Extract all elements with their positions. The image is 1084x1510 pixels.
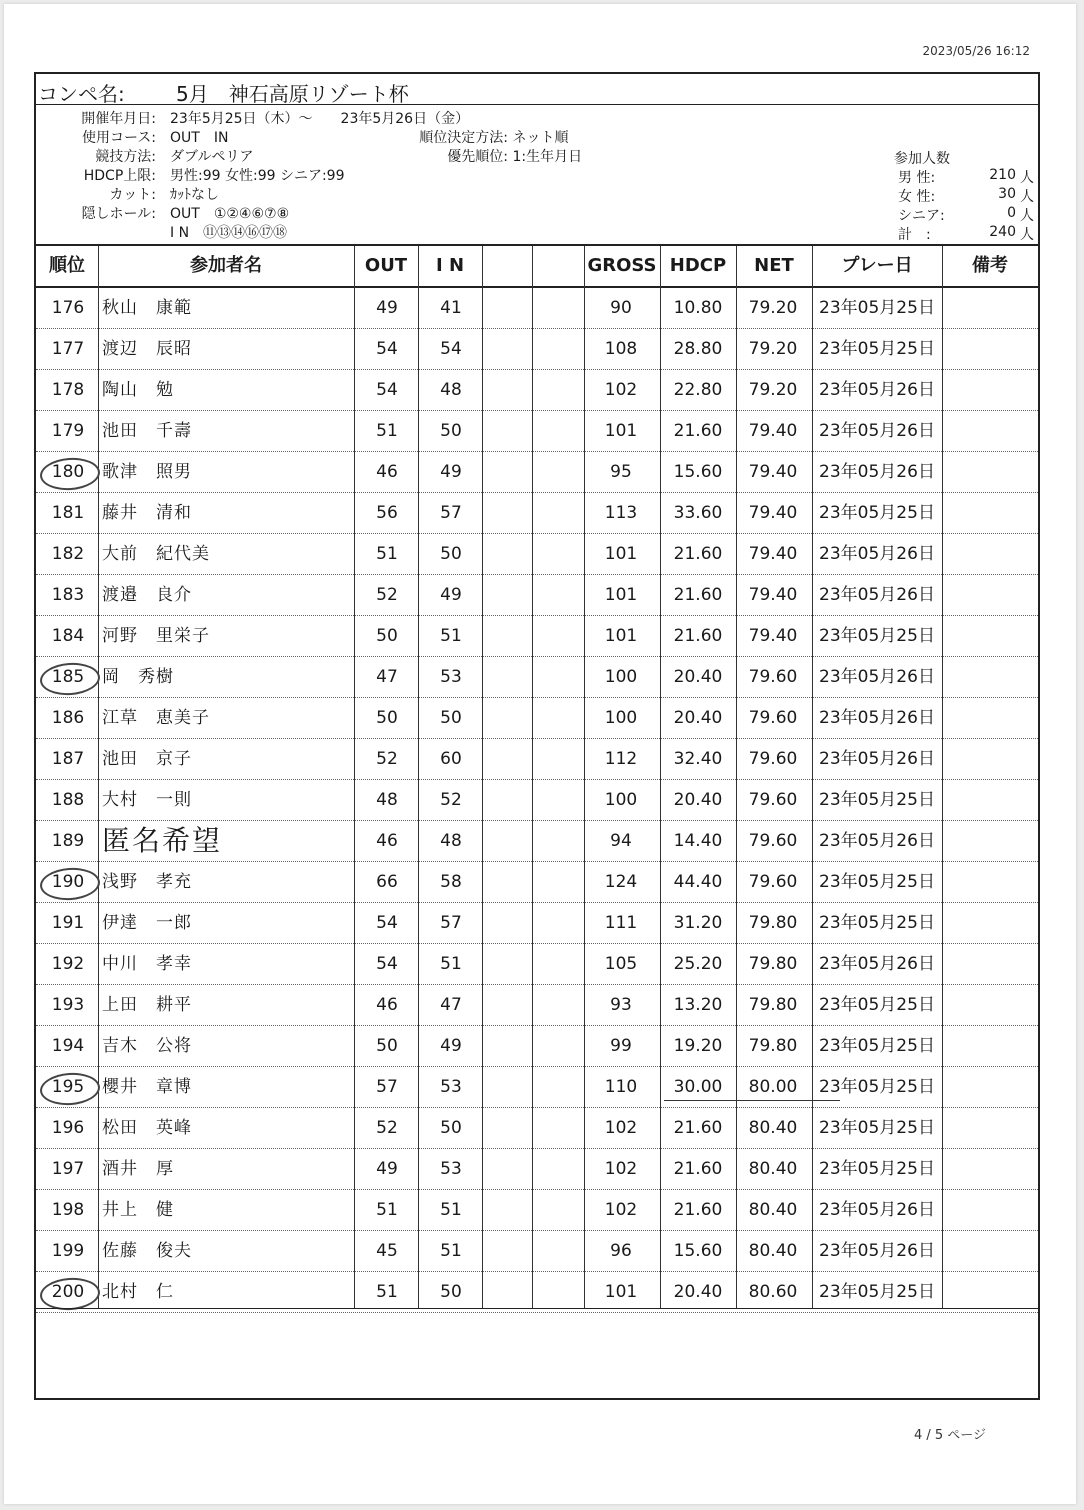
note-cell: [942, 1026, 1038, 1066]
note-cell: [942, 1190, 1038, 1230]
net-cell: 79.60: [748, 872, 798, 892]
gross-cell: 94: [610, 831, 632, 851]
rank-cell: 186: [51, 708, 85, 728]
in-score-cell: 50: [440, 421, 462, 441]
gross-cell: 99: [610, 1036, 632, 1056]
pen-underline-mark: [664, 1100, 840, 1101]
play-date-cell: 23年05月26日: [819, 380, 935, 400]
priority-label: 優先順位:: [447, 149, 508, 165]
net-cell: 79.80: [748, 913, 798, 933]
participant-name-cell: 北村 仁: [102, 1282, 174, 1302]
gross-cell: 90: [610, 298, 632, 318]
gross-cell: 101: [604, 544, 638, 564]
hdcp-cell: 10.80: [673, 298, 723, 318]
gross-cell: 102: [604, 380, 638, 400]
col-hdcp: HDCP: [669, 255, 727, 276]
rank-cell: 179: [51, 421, 85, 441]
table-row: [36, 1149, 1038, 1190]
out-score-cell: 48: [376, 790, 398, 810]
print-timestamp: 2023/05/26 16:12: [922, 44, 1030, 58]
out-score-cell: 54: [376, 380, 398, 400]
rank-cell: 189: [51, 831, 85, 851]
out-score-cell: 47: [376, 667, 398, 687]
hdcp-cell: 20.40: [673, 790, 723, 810]
hdcp-cell: 15.60: [673, 1241, 723, 1261]
note-cell: [942, 452, 1038, 492]
out-score-cell: 46: [376, 831, 398, 851]
table-bottom-line: [36, 1308, 1038, 1309]
rank-cell: 193: [51, 995, 85, 1015]
rank-cell: 181: [51, 503, 85, 523]
total-count: 240: [989, 224, 1016, 240]
play-date-cell: 23年05月25日: [819, 298, 935, 318]
rank-cell: 196: [51, 1118, 85, 1138]
note-cell: [942, 1231, 1038, 1271]
course-value: OUT IN: [170, 130, 229, 146]
priority-value: 1:生年月日: [512, 149, 583, 165]
gross-cell: 101: [604, 1282, 638, 1302]
participant-name-cell: 酒井 厚: [102, 1159, 174, 1179]
gross-cell: 100: [604, 790, 638, 810]
table-row: [36, 534, 1038, 575]
rank-cell: 188: [51, 790, 85, 810]
participant-name-cell: 秋山 康範: [102, 298, 192, 318]
competition-header: [36, 74, 1038, 246]
in-score-cell: 50: [440, 1118, 462, 1138]
hdcp-cell: 33.60: [673, 503, 723, 523]
note-cell: [942, 534, 1038, 574]
col-out: OUT: [364, 255, 408, 276]
play-date-cell: 23年05月26日: [819, 749, 935, 769]
title-row: [36, 74, 1038, 105]
play-date-cell: 23年05月26日: [819, 462, 935, 482]
note-cell: [942, 944, 1038, 984]
out-score-cell: 66: [376, 872, 398, 892]
in-score-cell: 50: [440, 544, 462, 564]
table-row: [36, 698, 1038, 739]
rank-cell: 199: [51, 1241, 85, 1261]
gross-cell: 124: [604, 872, 638, 892]
net-cell: 79.80: [748, 954, 798, 974]
in-score-cell: 49: [440, 462, 462, 482]
participant-name-cell: 渡辺 辰昭: [102, 339, 192, 359]
participant-name-cell: 池田 千壽: [102, 421, 192, 441]
in-score-cell: 48: [440, 831, 462, 851]
table-row: [36, 329, 1038, 370]
participant-name-cell: 歌津 照男: [102, 462, 192, 482]
net-cell: 79.60: [748, 790, 798, 810]
rank-cell: 183: [51, 585, 85, 605]
out-score-cell: 51: [376, 1200, 398, 1220]
note-cell: [942, 411, 1038, 451]
out-score-cell: 56: [376, 503, 398, 523]
hdcp-limit-value: 男性:99 女性:99 シニア:99: [170, 168, 345, 184]
participant-name-cell: 大前 紀代美: [102, 544, 210, 564]
note-cell: [942, 862, 1038, 902]
note-cell: [942, 1067, 1038, 1107]
note-cell: [942, 575, 1038, 615]
results-table-frame: [34, 72, 1040, 1400]
out-score-cell: 50: [376, 708, 398, 728]
gross-cell: 95: [610, 462, 632, 482]
senior-label: シニア:: [898, 208, 945, 224]
hdcp-cell: 20.40: [673, 708, 723, 728]
participant-name-cell: 上田 耕平: [102, 995, 192, 1015]
out-score-cell: 46: [376, 462, 398, 482]
out-score-cell: 51: [376, 1282, 398, 1302]
rank-cell: 194: [51, 1036, 85, 1056]
page-number: 4 / 5 ページ: [913, 1428, 986, 1443]
hdcp-cell: 21.60: [673, 1118, 723, 1138]
gross-cell: 101: [604, 421, 638, 441]
in-score-cell: 52: [440, 790, 462, 810]
rank-cell: 176: [51, 298, 85, 318]
participant-name-cell: 池田 京子: [102, 749, 192, 769]
meta-middle: [392, 129, 582, 167]
play-date-cell: 23年05月26日: [819, 544, 935, 564]
in-score-cell: 53: [440, 667, 462, 687]
note-cell: [942, 698, 1038, 738]
rank-cell: 184: [51, 626, 85, 646]
play-date-cell: 23年05月26日: [819, 1241, 935, 1261]
rank-cell: 200: [42, 1272, 94, 1312]
gross-cell: 113: [604, 503, 638, 523]
out-score-cell: 52: [376, 585, 398, 605]
participant-name-cell: 匿名希望: [102, 824, 223, 857]
net-cell: 79.20: [748, 380, 798, 400]
participant-name-cell: 大村 一則: [102, 790, 192, 810]
hdcp-cell: 32.40: [673, 749, 723, 769]
gross-cell: 110: [604, 1077, 638, 1097]
rank-cell: 182: [51, 544, 85, 564]
in-score-cell: 53: [440, 1077, 462, 1097]
competition-name: 5月 神石高原リゾート杯: [176, 82, 409, 106]
play-date-cell: 23年05月25日: [819, 503, 935, 523]
table-row: [36, 616, 1038, 657]
hdcp-cell: 21.60: [673, 421, 723, 441]
table-row: [36, 288, 1038, 329]
net-cell: 79.40: [748, 585, 798, 605]
rank-cell: 195: [42, 1067, 94, 1107]
net-cell: 79.80: [748, 995, 798, 1015]
in-score-cell: 48: [440, 380, 462, 400]
play-date-cell: 23年05月25日: [819, 1036, 935, 1056]
play-date-cell: 23年05月25日: [819, 913, 935, 933]
hdcp-cell: 25.20: [673, 954, 723, 974]
hdcp-cell: 21.60: [673, 544, 723, 564]
gross-cell: 102: [604, 1118, 638, 1138]
method-value: ダブルペリア: [170, 149, 254, 165]
hdcp-cell: 21.60: [673, 585, 723, 605]
hidden-holes-out: OUT ①②④⑥⑦⑧: [170, 206, 290, 222]
out-score-cell: 57: [376, 1077, 398, 1097]
hdcp-limit-label: HDCP上限:: [83, 168, 156, 184]
hdcp-cell: 31.20: [673, 913, 723, 933]
in-score-cell: 53: [440, 1159, 462, 1179]
note-cell: [942, 493, 1038, 533]
female-label: 女 性:: [898, 189, 936, 205]
col-rank: 順位: [49, 255, 85, 276]
play-date-cell: 23年05月26日: [819, 954, 935, 974]
hdcp-cell: 21.60: [673, 1200, 723, 1220]
table-row: [36, 985, 1038, 1026]
note-cell: [942, 657, 1038, 697]
table-row: [36, 862, 1038, 903]
table-row: [36, 411, 1038, 452]
play-date-cell: 23年05月25日: [819, 872, 935, 892]
note-cell: [942, 780, 1038, 820]
participant-name-cell: 江草 恵美子: [102, 708, 210, 728]
table-row: [36, 493, 1038, 534]
note-cell: [942, 739, 1038, 779]
date-label: 開催年月日:: [81, 111, 156, 127]
table-row: [36, 1067, 1038, 1108]
total-label: 計 :: [898, 227, 931, 243]
net-cell: 79.60: [748, 708, 798, 728]
play-date-cell: 23年05月25日: [819, 1077, 935, 1097]
gross-cell: 105: [604, 954, 638, 974]
participant-name-cell: 松田 英峰: [102, 1118, 192, 1138]
play-date-cell: 23年05月25日: [819, 339, 935, 359]
col-net: NET: [754, 255, 794, 276]
participant-name-cell: 岡 秀樹: [102, 667, 174, 687]
net-cell: 80.40: [748, 1200, 798, 1220]
out-score-cell: 51: [376, 421, 398, 441]
play-date-cell: 23年05月26日: [819, 421, 935, 441]
senior-count: 0: [1007, 205, 1016, 221]
net-cell: 80.00: [748, 1077, 798, 1097]
gross-cell: 100: [604, 667, 638, 687]
table-row: [36, 657, 1038, 698]
net-cell: 79.40: [748, 503, 798, 523]
play-date-cell: 23年05月25日: [819, 626, 935, 646]
gross-cell: 101: [604, 585, 638, 605]
table-row: [36, 903, 1038, 944]
rank-cell: 177: [51, 339, 85, 359]
play-date-cell: 23年05月25日: [819, 995, 935, 1015]
rank-method-value: ネット順: [512, 130, 569, 146]
out-score-cell: 54: [376, 954, 398, 974]
rank-cell: 192: [51, 954, 85, 974]
male-label: 男 性:: [898, 170, 936, 186]
col-in: I N: [435, 255, 465, 276]
hdcp-cell: 14.40: [673, 831, 723, 851]
rank-cell: 198: [51, 1200, 85, 1220]
note-cell: [942, 370, 1038, 410]
gross-cell: 96: [610, 1241, 632, 1261]
play-date-cell: 23年05月26日: [819, 708, 935, 728]
col-name: 参加者名: [190, 255, 262, 276]
participant-name-cell: 吉木 公将: [102, 1036, 192, 1056]
method-label: 競技方法:: [95, 149, 156, 165]
cut-value: ｶｯﾄなし: [170, 187, 219, 203]
play-date-cell: 23年05月25日: [819, 1118, 935, 1138]
out-score-cell: 54: [376, 913, 398, 933]
rank-cell: 185: [42, 657, 94, 697]
participant-name-cell: 中川 孝幸: [102, 954, 192, 974]
net-cell: 79.40: [748, 544, 798, 564]
col-gross: GROSS: [587, 255, 657, 276]
gross-cell: 111: [604, 913, 638, 933]
gross-cell: 100: [604, 708, 638, 728]
hdcp-cell: 13.20: [673, 995, 723, 1015]
table-row: [36, 1190, 1038, 1231]
in-score-cell: 51: [440, 1241, 462, 1261]
gross-cell: 93: [610, 995, 632, 1015]
out-score-cell: 50: [376, 1036, 398, 1056]
table-row: [36, 1108, 1038, 1149]
hdcp-cell: 20.40: [673, 1282, 723, 1302]
note-cell: [942, 616, 1038, 656]
note-cell: [942, 1108, 1038, 1148]
play-date-cell: 23年05月26日: [819, 1200, 935, 1220]
out-score-cell: 46: [376, 995, 398, 1015]
net-cell: 79.40: [748, 626, 798, 646]
participant-name-cell: 河野 里栄子: [102, 626, 210, 646]
hdcp-cell: 19.20: [673, 1036, 723, 1056]
rank-cell: 197: [51, 1159, 85, 1179]
play-date-cell: 23年05月25日: [819, 1282, 935, 1302]
document-page: [4, 4, 1076, 1504]
out-score-cell: 52: [376, 1118, 398, 1138]
out-score-cell: 52: [376, 749, 398, 769]
net-cell: 79.20: [748, 339, 798, 359]
net-cell: 79.60: [748, 749, 798, 769]
participant-name-cell: 浅野 孝充: [102, 872, 192, 892]
play-date-cell: 23年05月25日: [819, 790, 935, 810]
rank-cell: 178: [51, 380, 85, 400]
participant-name-cell: 伊達 一郎: [102, 913, 192, 933]
hidden-holes-in: I N ⑪⑬⑭⑯⑰⑱: [170, 225, 288, 241]
table-row: [36, 780, 1038, 821]
play-date-cell: 23年05月26日: [819, 667, 935, 687]
hdcp-cell: 44.40: [673, 872, 723, 892]
gross-cell: 112: [604, 749, 638, 769]
note-cell: [942, 903, 1038, 943]
table-row: [36, 452, 1038, 493]
in-score-cell: 51: [440, 626, 462, 646]
hdcp-cell: 28.80: [673, 339, 723, 359]
table-row: [36, 739, 1038, 780]
net-cell: 80.60: [748, 1282, 798, 1302]
participant-name-cell: 井上 健: [102, 1200, 174, 1220]
competition-name-label: コンペ名:: [38, 82, 125, 106]
participant-name-cell: 佐藤 俊夫: [102, 1241, 192, 1261]
note-cell: [942, 288, 1038, 328]
out-score-cell: 49: [376, 1159, 398, 1179]
net-cell: 79.80: [748, 1036, 798, 1056]
in-score-cell: 57: [440, 913, 462, 933]
in-score-cell: 41: [440, 298, 462, 318]
hdcp-cell: 15.60: [673, 462, 723, 482]
out-score-cell: 51: [376, 544, 398, 564]
in-score-cell: 58: [440, 872, 462, 892]
in-score-cell: 51: [440, 1200, 462, 1220]
note-cell: [942, 329, 1038, 369]
out-score-cell: 50: [376, 626, 398, 646]
table-row: [36, 944, 1038, 985]
gross-cell: 102: [604, 1159, 638, 1179]
play-date-cell: 23年05月26日: [819, 585, 935, 605]
hdcp-cell: 22.80: [673, 380, 723, 400]
table-row: [36, 1231, 1038, 1272]
female-count: 30: [998, 186, 1016, 202]
table-row: [36, 821, 1038, 862]
hdcp-cell: 21.60: [673, 626, 723, 646]
out-score-cell: 54: [376, 339, 398, 359]
in-score-cell: 50: [440, 708, 462, 728]
course-label: 使用コース:: [81, 130, 156, 146]
in-score-cell: 50: [440, 1282, 462, 1302]
gross-cell: 102: [604, 1200, 638, 1220]
table-row: [36, 1272, 1038, 1313]
note-cell: [942, 1272, 1038, 1312]
male-count: 210: [989, 167, 1016, 183]
hdcp-cell: 20.40: [673, 667, 723, 687]
net-cell: 79.40: [748, 462, 798, 482]
in-score-cell: 49: [440, 585, 462, 605]
net-cell: 79.60: [748, 831, 798, 851]
hdcp-cell: 21.60: [673, 1159, 723, 1179]
table-row: [36, 575, 1038, 616]
net-cell: 80.40: [748, 1118, 798, 1138]
in-score-cell: 49: [440, 1036, 462, 1056]
net-cell: 79.60: [748, 667, 798, 687]
participants-title: 参加人数: [894, 151, 950, 167]
out-score-cell: 45: [376, 1241, 398, 1261]
hidden-holes-label: 隠しホール:: [81, 206, 156, 222]
note-cell: [942, 1149, 1038, 1189]
in-score-cell: 47: [440, 995, 462, 1015]
cut-label: カット:: [109, 187, 156, 203]
hdcp-cell: 30.00: [673, 1077, 723, 1097]
participant-name-cell: 櫻井 章博: [102, 1077, 192, 1097]
col-note: 備考: [972, 255, 1008, 276]
net-cell: 80.40: [748, 1159, 798, 1179]
net-cell: 80.40: [748, 1241, 798, 1261]
rank-cell: 180: [42, 452, 94, 492]
in-score-cell: 51: [440, 954, 462, 974]
play-date-cell: 23年05月26日: [819, 831, 935, 851]
in-score-cell: 60: [440, 749, 462, 769]
rank-cell: 187: [51, 749, 85, 769]
date-value: 23年5月25日（木）～ 23年5月26日（金）: [170, 111, 470, 127]
rank-cell: 190: [42, 862, 94, 902]
in-score-cell: 57: [440, 503, 462, 523]
col-play-date: プレー日: [841, 255, 913, 276]
column-headers: [36, 246, 1038, 288]
note-cell: [942, 985, 1038, 1025]
table-row: [36, 370, 1038, 411]
participant-name-cell: 藤井 清和: [102, 503, 192, 523]
out-score-cell: 49: [376, 298, 398, 318]
note-cell: [942, 821, 1038, 861]
participant-name-cell: 陶山 勉: [102, 380, 174, 400]
participant-name-cell: 渡邉 良介: [102, 585, 192, 605]
rank-method-label: 順位決定方法:: [419, 130, 508, 146]
participant-counts: 参加人数 男 性: 210 人 女 性: 30 人 シニア: 0 人 計 : 240 人: [888, 148, 1038, 243]
gross-cell: 108: [604, 339, 638, 359]
net-cell: 79.20: [748, 298, 798, 318]
play-date-cell: 23年05月25日: [819, 1159, 935, 1179]
table-row: [36, 1026, 1038, 1067]
net-cell: 79.40: [748, 421, 798, 441]
in-score-cell: 54: [440, 339, 462, 359]
gross-cell: 101: [604, 626, 638, 646]
rank-cell: 191: [51, 913, 85, 933]
